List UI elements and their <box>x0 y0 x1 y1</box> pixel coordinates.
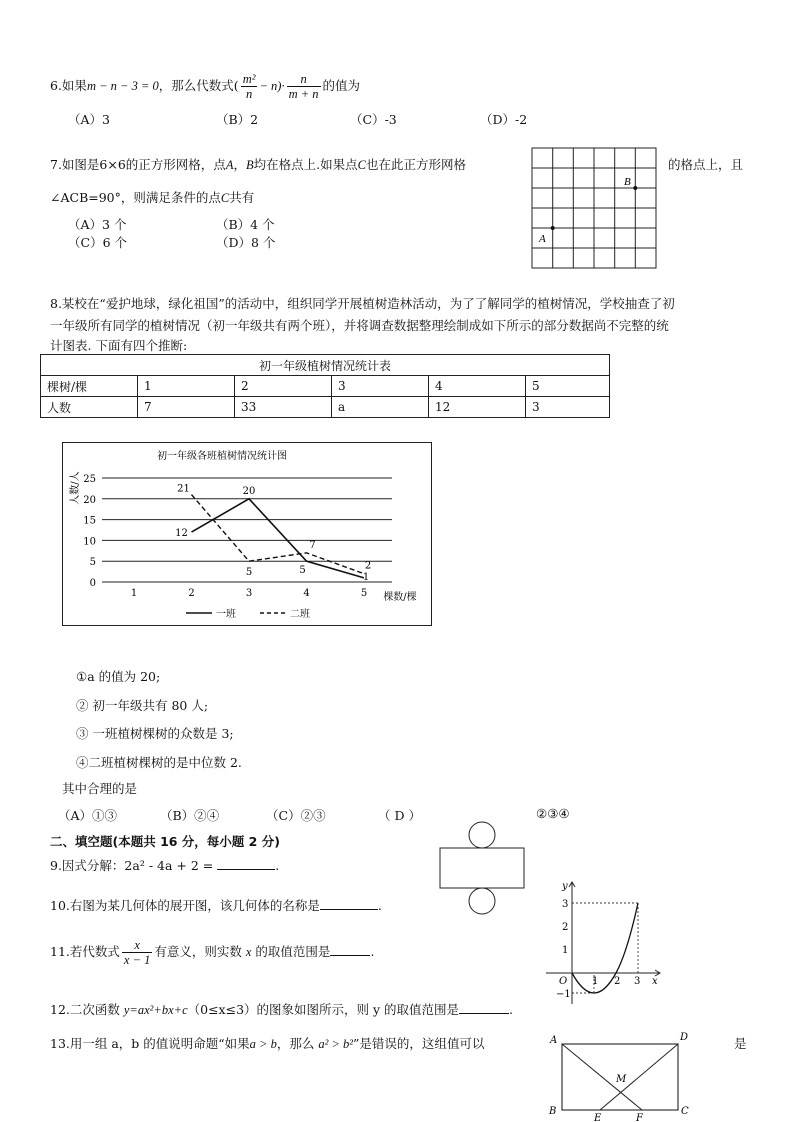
chart-y-tick-label: 20 <box>83 494 96 506</box>
q11-stem: 11.若代数式 $\frac{x}{x - 1}$ 有意义，则实数 x 的取值范围是 . <box>50 938 375 967</box>
table-cell: 人数 <box>41 397 138 418</box>
q12-parabola-figure <box>542 878 666 1008</box>
q8-table-title: 初一年级植树情况统计表 <box>41 355 610 376</box>
q13-stem: 13.用一组 a，b 的值说明命题“如果a > b，那么 a² > b²”是错误的，这组值可以 <box>50 1036 485 1051</box>
q8-line2: 一年级所有同学的植树情况（初一年级共有两个班），并将调查数据整理绘制成如下所示的部分数据尚不完整的统 <box>50 318 669 333</box>
rect-label-a: A <box>550 1035 558 1046</box>
table-cell: 2 <box>235 376 332 397</box>
chart-data-label: 12 <box>175 528 188 540</box>
chart-x-tick-label: 4 <box>303 588 310 599</box>
rect-label-c: C <box>681 1106 689 1117</box>
q7-option-d[interactable]: （D）8 个 <box>216 235 276 250</box>
net-rectangle <box>440 848 524 888</box>
parabola-guides <box>572 903 641 993</box>
table-cell: 3 <box>526 397 610 418</box>
net-top-circle <box>469 822 495 848</box>
q9-stem: 9.因式分解：2a² - 4a + 2 = . <box>50 858 280 873</box>
q6-mid: ，那么代数式 <box>158 78 234 93</box>
q9-answer-blank[interactable] <box>217 857 275 870</box>
parabola-origin: O <box>559 976 568 987</box>
chart-y-tick-label: 15 <box>83 515 96 527</box>
parabola-y-label: y <box>562 881 568 892</box>
q7-grid-lines <box>532 148 656 268</box>
table-cell: 7 <box>138 397 235 418</box>
chart-x-tick-label: 2 <box>188 588 195 599</box>
parabola-x-label: x <box>652 976 658 987</box>
q7-grid-figure <box>528 144 660 272</box>
rect-label-f: F <box>636 1113 643 1122</box>
q6-option-c[interactable]: （C）-3 <box>350 112 397 127</box>
q8-inference-4: ④二班植树棵树的是中位数 2. <box>76 755 242 770</box>
q8-option-c[interactable]: （C）②③ <box>266 808 326 823</box>
q8-line-chart <box>62 442 432 626</box>
q8-line1: 8.某校在“爱护地球，绿化祖国”的活动中，组织同学开展植树造林活动，为了了解同学的植树情况，学校抽查了初 <box>50 296 675 311</box>
q11-answer-blank[interactable] <box>330 943 370 956</box>
q7-point-b <box>633 186 637 190</box>
legend-label-class1: 一班 <box>216 609 236 620</box>
q6-condition: m − n − 3 = 0 <box>86 79 159 93</box>
parabola-ytick-neg1: −1 <box>556 989 571 1000</box>
q6-prefix: 6.如果 <box>50 78 87 93</box>
chart-ylabel: 人数/人 <box>70 471 81 505</box>
table-cell: 棵树/棵 <box>41 376 138 397</box>
chart-data-label: 5 <box>245 567 253 579</box>
q8-inference-2: ② 初一年级共有 80 人; <box>76 698 209 713</box>
table-cell: 3 <box>332 376 429 397</box>
q8-inference-1: ①a 的值为 20; <box>76 669 161 684</box>
table-cell: 5 <box>526 376 610 397</box>
chart-x-tick-label: 1 <box>130 588 138 599</box>
q6-fraction-1: $\frac{\text{m²}}{n}$ <box>242 72 256 101</box>
table-cell: 4 <box>429 376 526 397</box>
q7-option-c[interactable]: （C）6 个 <box>68 235 127 250</box>
chart-data-label: 20 <box>242 485 256 497</box>
table-row <box>41 397 610 418</box>
chart-y-tick-label: 0 <box>89 578 96 589</box>
q11-fraction: $\frac{x}{x - 1}$ <box>123 938 151 967</box>
q7-line2: ∠ACB=90°，则满足条件的点C共有 <box>50 190 255 205</box>
chart-data-label: 2 <box>364 560 372 572</box>
q13-right: 是 <box>734 1036 747 1051</box>
chart-data-label: 1 <box>362 571 370 583</box>
table-cell: 33 <box>235 397 332 418</box>
chart-y-tick-label: 10 <box>83 536 96 548</box>
q10-stem: 10.右图为某几何体的展开图，该几何体的名称是 . <box>50 898 382 913</box>
q6-stem: 6.如果m − n − 3 = 0，那么代数式( $\frac{\text{m²}}{n}$ − n)· $\frac{n}{m + n}$ 的值为 <box>50 72 361 101</box>
segment-de <box>600 1044 678 1110</box>
chart-title: 初一年级各班植树情况统计图 <box>157 451 287 462</box>
table-cell: 1 <box>138 376 235 397</box>
parabola-ytick-2: 2 <box>562 922 569 933</box>
chart-data-label: 5 <box>299 565 306 577</box>
q6-suffix: 的值为 <box>322 78 361 93</box>
chart-data-label: 21 <box>177 483 190 495</box>
q13-rectangle-figure <box>544 1030 694 1122</box>
chart-x-tick-label: 5 <box>360 588 368 599</box>
table-row <box>41 376 610 397</box>
section-2-header: 二、填空题(本题共 16 分，每小题 2 分) <box>50 834 280 849</box>
q8-ask: 其中合理的是 <box>62 781 138 796</box>
q7-label-b: B <box>624 176 631 188</box>
parabola-xtick-2: 2 <box>614 976 621 987</box>
net-bottom-circle <box>469 888 495 914</box>
chart-y-tick-label: 25 <box>83 474 96 485</box>
rect-label-e: E <box>594 1113 602 1122</box>
q8-option-d-content: ②③④ <box>536 806 570 821</box>
q7-line1-right: 的格点上，且 <box>668 157 744 172</box>
q7-label-a: A <box>539 233 546 245</box>
q8-stat-table <box>40 354 610 418</box>
parabola-xtick-1: 1 <box>592 976 599 987</box>
q8-option-b[interactable]: （B）②④ <box>160 808 220 823</box>
q6-option-d[interactable]: （D）-2 <box>480 112 528 127</box>
chart-x-tick-label: 3 <box>245 588 253 599</box>
q6-fraction-2: $\frac{n}{m + n}$ <box>288 72 319 101</box>
rect-label-b: B <box>549 1106 557 1117</box>
q12-answer-blank[interactable] <box>459 1001 509 1014</box>
q6-expr-rest: − n)· <box>259 79 285 93</box>
chart-data-label: 7 <box>309 539 316 551</box>
q7-option-a[interactable]: （A）3 个 <box>68 217 127 232</box>
q6-option-a[interactable]: （A）3 <box>68 112 110 127</box>
rect-label-m: M <box>616 1074 627 1085</box>
parabola-curve <box>572 903 641 993</box>
segment-af <box>562 1044 642 1110</box>
parabola-ytick-1: 1 <box>562 945 569 956</box>
q7-line1: 7.如图是6×6的正方形网格，点A，B均在格点上.如果点C也在此正方形网格 <box>50 157 466 172</box>
rect-label-d: D <box>680 1032 689 1043</box>
chart-y-tick-label: 5 <box>89 557 96 569</box>
q10-net-figure <box>438 820 528 918</box>
q6-option-b[interactable]: （B）2 <box>216 112 259 127</box>
q8-line3: 计图表. 下面有四个推断: <box>50 338 188 353</box>
table-cell: 12 <box>429 397 526 418</box>
q7-option-b[interactable]: （B）4 个 <box>216 217 275 232</box>
q8-option-d[interactable]: （ D ） <box>378 808 421 823</box>
q8-option-a[interactable]: （A）①③ <box>58 808 118 823</box>
table-cell: a <box>332 397 429 418</box>
q8-inference-3: ③ 一班植树棵树的众数是 3; <box>76 726 234 741</box>
q7-point-a <box>551 226 555 230</box>
legend-label-class2: 二班 <box>290 609 310 620</box>
parabola-xtick-3: 3 <box>634 976 641 987</box>
chart-xlabel: 棵数/棵 <box>383 592 417 603</box>
q12-stem: 12.二次函数 y=ax²+bx+c（0≤x≤3）的图象如图所示，则 y 的取值范围是 . <box>50 1002 514 1017</box>
parabola-ytick-3: 3 <box>562 899 569 910</box>
q10-answer-blank[interactable] <box>320 897 378 910</box>
